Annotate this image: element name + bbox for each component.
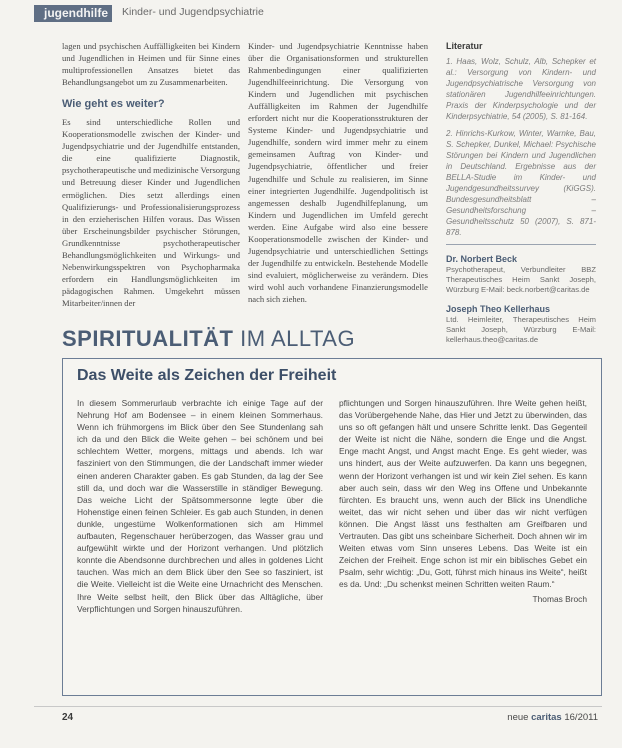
- box-column-right-text: pflichtungen und Sorgen hinauszuführen. Ihre Weite gehen heißt, das Vorübergehende Nahe, das Hier und Jetzt zu überwinden, das uns so oft gefangen hält und unsere Schritte lenkt. Das Gegenteil der Weite ist nicht die Nähe, sondern die Enge und die Angst. Enge macht Angst, und Angst macht Enge. Es geht wieder, was uns hindert, aus der Weite aufzuwerfen. Da kann uns begegnen, wenn der Horizont verhangen ist und wir kein Ziel sehen. Es kann aber auch sein, dass wir den Weg ins Offene und Unbekannte fürchten. Es braucht uns, wenn auch der Blick ins Unendliche weitet, das wir nicht sehen und über das wir nicht verfügen können. Die Angst lässt uns festhalten am Greifbaren und Vertrauten. Das gibt uns scheinbare Sicherheit. Doch ahnen wir im Weiten etwas vom Sinn unseres Lebens. Das Weite ist ein Zeichen der Freiheit. Enge schon ist mir ein biblisches Gebet ein Psalm, sehr wichtig: „Du, Gott, führst mich hinaus ins Weite“, heißt es da. Und: „Du schenkst meinen Schritten weiten Raum.“: [339, 398, 587, 590]
- column-title: [62, 326, 355, 352]
- author-name: Joseph Theo Kellerhaus: [446, 304, 551, 315]
- journal-name: caritas: [531, 712, 562, 723]
- spirituality-box: [62, 358, 602, 696]
- box-headline: Das Weite als Zeichen der Freiheit: [77, 367, 337, 384]
- literature-item: 2. Hinrichs-Kurkow, Winter, Warnke, Bau, S. Schepker, Dunkel, Michael: Psychische Störungen bei Kindern und Jugendlichen in Deutschland. Ergebnisse aus der BELLA-Studie im Kinder- und Jugendgesundheitssurvey (KiGGS). Bundesgesundheitsblatt – Gesundheitsforschung – Gesundheitsschutz 50 (2007), S. 871-878.: [446, 129, 596, 238]
- column-title-rest: IM ALLTAG: [240, 326, 356, 351]
- column-1-paragraph: lagen und psychischen Auffälligkeiten bei Kindern und Jugendlichen in Heimen und für Sinne eines multiprofessionellen Ansatzes bietet das Behandlungsangebot um zu Zusammenarbeiten.: [62, 41, 240, 88]
- author-name: Dr. Norbert Beck: [446, 254, 518, 265]
- section-subtitle: Kinder- und Jugendpsychiatrie: [122, 6, 264, 18]
- section-label: jugendhilfe: [44, 6, 108, 20]
- author-signature: Thomas Broch: [532, 593, 587, 604]
- column-1-paragraph-2: Es sind unterschiedliche Rollen und Kooperationsmodelle zwischen der Kinder- und Jugendpsychiatrie und der Jugendhilfe entstanden, die eine qualifizierte Diagnostik, psychotherapeutische und medizinische Versorgung und Betreuung dieser Kinder und Jugendlichen ermöglichen. Dies setzt allerdings einen Qualifizierungs- und Professionalisierungsprozess in den erzieherischen Hilfen voraus. Das Wissen über Erscheinungsbilder psychischer Störungen, Grundkenntnisse psychotherapeutischer Behandlungsmöglichkeiten und Wirkungs- und Nebenwirkungsspektren von Psychopharmaka erfordern ein Handlungsmöglichkeiten im pädagogischen Rahmen. Umgekehrt müssen Mitarbeiter/innen der: [62, 117, 240, 308]
- footer-rule: [34, 706, 602, 707]
- box-column-right: [339, 397, 587, 605]
- box-column-left: In diesem Sommerurlaub verbrachte ich einige Tage auf der Nehrung Hof am Bodensee – in einem kleinen Sommerhaus. Wenn ich frühmorgens im Blick über den See Stundenlang sah ich da und den Blick die Weite gehen – bei schönem und bei schlechtem Wetter, morgens, mittags und abends. Ich war fasziniert von den Stimmungen, die der Landschaft immer wieder einen anderen Charakter gaben. Es gab Stunden, da lag der See still da, und doch war die Wasserstille in ständiger Bewegung. Das weiche Licht der Spätsommersonne legte über die Hohenstige einen feinen Schleier. Es gab auch Stunden, in denen dunkle, ungestüme Wolkenformationen sich am Himmel aufbauten, Regenschauer herüberzogen, das Wasser grau und aufgewühlt wirkte und der Horizont verhangen. Und plötzlich konnte die Abendsonne durchbrechen und alles in goldenes Licht tauchen. Was mich an dem Blick über den See so fasziniert, ist die Weite. Vielleicht ist die Weite eine Urnachricht des Menschen. Ihre Weite selbst heilt, den Blick über das Alltägliche, über Verpflichtungen und Sorgen hinauszuführen.: [77, 398, 323, 614]
- sidebar-column: [446, 40, 596, 353]
- journal-prefix: neue: [507, 712, 529, 723]
- author-info: Psychotherapeut, Verbundleiter BBZ Therapeutisches Heim Sankt Joseph, Würzburg E-Mail: beck.norbert@caritas.de: [446, 265, 596, 295]
- journal-reference: [507, 712, 598, 723]
- page-number: 24: [62, 712, 74, 723]
- column-title-bold: SPIRITUALITÄT: [62, 326, 234, 351]
- page-header: [0, 0, 622, 26]
- literature-title: Literatur: [446, 41, 483, 51]
- column-2-paragraph: Kinder- und Jugendpsychiatrie Kenntnisse haben über die Organisationsformen und strukturellen Rahmenbedingungen einer qualifizierten Jugendhilfeeinrichtung. Die Versorgung von Kindern und Jugendlichen mit psychischen Auffälligkeiten im Rahmen der Jugendhilfe erfordert nicht nur die Kooperationsstrukturen der Systeme Kinder- und Jugendpsychiatrie und Jugendhilfe, sondern wird immer mehr zu einem gemeinsamen Auftrag von Kinder- und Jugendpsychiatrie, öffentlicher und freier Jugendhilfe und Schule zu realisieren, im Sinne einer integrierten Jugendhilfe. Jugendpolitisch ist angemessen deshalb Jugendhilfeplanung, um Kindern und Jugendlichen im Umfeld gerecht werden. Eine Aufgabe wird also eine bessere Kooperationsmodelle zwischen der Kinder- und Jugendpsychiatrie und unterschiedlichen Settings der Jugendhilfe zu entwickeln. Bestehende Modelle sind evaluiert, möglicherweise zu verändern. Dies wird wohl auch vorhandene Finanzierungsmodelle nach sich ziehen.: [248, 41, 428, 304]
- section-tab: [34, 5, 112, 22]
- journal-issue: 16/2011: [564, 712, 598, 723]
- article-column-1: [62, 40, 240, 309]
- divider: [446, 244, 596, 245]
- author-info: Ltd. Heimleiter, Therapeutisches Heim Sankt Joseph, Würzburg E-Mail: kellerhaus.theo@caritas.de: [446, 315, 596, 345]
- section-heading: Wie geht es weiter?: [62, 98, 165, 111]
- literature-item: 1. Haas, Wolz, Schulz, Alb, Schepker et al.: Versorgung von Kindern- und Jugendpsychiatrische Versorgung von stationären Jugendhilfeeinrichtungen. Praxis der Kinderpsychologie und der Kinderpsychiatrie, 54 (2005), S. 81-164.: [446, 57, 596, 122]
- article-column-2: [248, 40, 428, 305]
